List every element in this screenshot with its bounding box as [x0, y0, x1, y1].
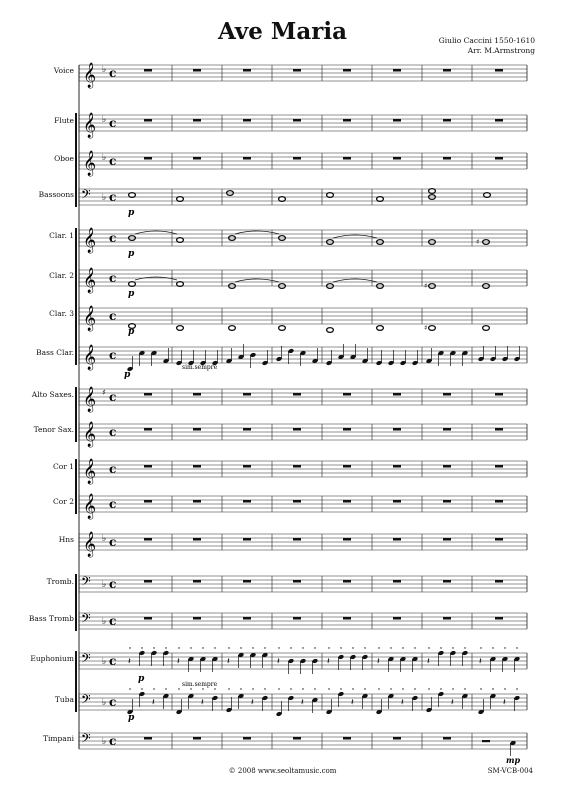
tie [235, 231, 279, 234]
instrument-label: Euphonium [30, 654, 74, 663]
staccato-dot [516, 647, 517, 648]
whole-rest [495, 465, 503, 468]
whole-rest [293, 428, 301, 431]
common-time-icon: c [109, 425, 117, 439]
bass-clef-icon: 𝄢 [81, 692, 91, 710]
composer-name: Giulio Caccini 1550-1610 [438, 36, 535, 45]
whole-note [484, 193, 491, 198]
whole-rest [343, 428, 351, 431]
whole-rest [495, 69, 503, 72]
half-rest [482, 740, 490, 742]
whole-note [279, 197, 286, 202]
whole-rest [193, 157, 201, 160]
quarter-rest-icon: 𝄽 [177, 657, 180, 667]
whole-note [429, 189, 436, 194]
common-time-icon: c [109, 348, 117, 362]
staccato-dot [278, 688, 279, 689]
whole-rest [393, 617, 401, 620]
staccato-dot [290, 647, 291, 648]
whole-rest [243, 393, 251, 396]
staccato-dot [414, 688, 415, 689]
whole-rest [495, 157, 503, 160]
whole-rest [293, 69, 301, 72]
whole-rest [293, 465, 301, 468]
whole-rest [443, 465, 451, 468]
whole-rest [343, 465, 351, 468]
whole-rest [343, 737, 351, 740]
quarter-rest-icon: 𝄽 [128, 657, 131, 667]
common-time-icon: c [109, 231, 117, 245]
common-time-icon: c [109, 390, 117, 404]
common-time-icon: c [109, 154, 117, 168]
common-time-icon: c [109, 271, 117, 285]
whole-note [177, 282, 184, 287]
whole-rest [193, 500, 201, 503]
treble-clef-icon: 𝄞 [83, 387, 97, 412]
whole-rest [243, 737, 251, 740]
whole-rest [243, 500, 251, 503]
common-time-icon: c [109, 462, 117, 476]
whole-rest [495, 617, 503, 620]
dynamic-p: p [128, 208, 135, 218]
staccato-dot [165, 647, 166, 648]
flat-icon: ♭ [102, 115, 107, 125]
common-time-icon: c [109, 116, 117, 130]
whole-rest [193, 580, 201, 583]
whole-rest [443, 69, 451, 72]
staccato-dot [252, 647, 253, 648]
whole-rest [293, 119, 301, 122]
whole-rest [443, 500, 451, 503]
whole-rest [343, 617, 351, 620]
whole-rest [193, 428, 201, 431]
whole-rest [443, 157, 451, 160]
whole-rest [495, 538, 503, 541]
whole-rest [144, 617, 152, 620]
instrument-label: Clar. 1 [49, 231, 74, 240]
whole-rest [343, 580, 351, 583]
whole-rest [393, 393, 401, 396]
staccato-dot [504, 688, 505, 689]
dynamic-mp: mp [506, 755, 521, 765]
staccato-dot [480, 647, 481, 648]
whole-note [279, 326, 286, 331]
staccato-dot [414, 647, 415, 648]
bass-clef-icon: 𝄢 [81, 651, 91, 669]
quarter-rest-icon: 𝄽 [227, 657, 230, 667]
whole-rest [144, 69, 152, 72]
whole-rest [144, 580, 152, 583]
whole-rest [193, 465, 201, 468]
tie [333, 279, 377, 282]
dynamic-p: p [124, 370, 131, 380]
instrument-label: Flute [54, 116, 74, 125]
staccato-dot [240, 688, 241, 689]
staccato-dot [264, 688, 265, 689]
staccato-dot [252, 688, 253, 689]
treble-clef-icon: 𝄞 [83, 113, 97, 138]
treble-clef-icon: 𝄞 [83, 63, 97, 88]
instrument-label: Alto Saxes. [31, 390, 74, 399]
whole-rest [443, 737, 451, 740]
whole-rest [243, 580, 251, 583]
tie [235, 279, 279, 282]
instrument-label: Hns [58, 535, 74, 544]
whole-note [377, 326, 384, 331]
whole-rest [495, 393, 503, 396]
whole-rest [144, 465, 152, 468]
whole-rest [393, 428, 401, 431]
quarter-rest-icon: 𝄽 [451, 698, 454, 708]
whole-rest [243, 119, 251, 122]
staccato-dot [390, 647, 391, 648]
staccato-dot [202, 688, 203, 689]
staccato-dot [452, 647, 453, 648]
common-time-icon: c [109, 654, 117, 668]
staccato-dot [504, 647, 505, 648]
whole-rest [443, 617, 451, 620]
treble-clef-icon: 𝄞 [83, 268, 97, 293]
whole-rest [393, 538, 401, 541]
whole-note [129, 193, 136, 198]
sharp-icon: ♯ [424, 324, 428, 332]
flat-icon: ♭ [102, 580, 107, 590]
flat-icon: ♭ [102, 65, 107, 75]
staccato-dot [214, 688, 215, 689]
treble-clef-icon: 𝄞 [83, 422, 97, 447]
whole-rest [144, 157, 152, 160]
score-title: Ave Maria [217, 18, 348, 45]
dynamic-p: p [138, 674, 145, 684]
staccato-dot [464, 688, 465, 689]
treble-clef-icon: 𝄞 [83, 345, 97, 370]
whole-rest [293, 157, 301, 160]
arranger-name: Arr. M.Armstrong [467, 46, 535, 55]
staccato-dot [328, 688, 329, 689]
whole-rest [443, 538, 451, 541]
staccato-dot [240, 647, 241, 648]
whole-rest [393, 500, 401, 503]
bass-clef-icon: 𝄢 [81, 731, 91, 749]
treble-clef-icon: 𝄞 [83, 306, 97, 331]
staccato-dot [141, 647, 142, 648]
staccato-dot [302, 647, 303, 648]
tie [333, 235, 377, 238]
staccato-dot [153, 647, 154, 648]
instrument-label: Tromb. [46, 577, 74, 586]
whole-rest [144, 737, 152, 740]
quarter-rest-icon: 𝄽 [277, 657, 280, 667]
instrument-label: Bass Clar. [36, 348, 74, 357]
quarter-rest-icon: 𝄽 [377, 657, 380, 667]
whole-rest [293, 393, 301, 396]
whole-rest [495, 119, 503, 122]
whole-rest [243, 428, 251, 431]
whole-rest [193, 737, 201, 740]
staccato-dot [328, 647, 329, 648]
common-time-icon: c [109, 497, 117, 511]
staccato-dot [428, 647, 429, 648]
whole-rest [443, 393, 451, 396]
quarter-rest-icon: 𝄽 [301, 698, 304, 708]
staccato-dot [165, 688, 166, 689]
sharp-icon: ♯ [476, 238, 480, 246]
staccato-dot [202, 647, 203, 648]
staccato-dot [364, 688, 365, 689]
quarter-rest-icon: 𝄽 [251, 698, 254, 708]
staccato-dot [190, 688, 191, 689]
whole-rest [193, 617, 201, 620]
quarter-rest-icon: 𝄽 [152, 698, 155, 708]
common-time-icon: c [109, 577, 117, 591]
whole-note [177, 326, 184, 331]
instrument-label: Timpani [42, 734, 74, 743]
treble-clef-icon: 𝄞 [83, 151, 97, 176]
common-time-icon: c [109, 190, 117, 204]
whole-rest [343, 119, 351, 122]
common-time-icon: c [109, 734, 117, 748]
treble-clef-icon: 𝄞 [83, 532, 97, 557]
whole-rest [243, 538, 251, 541]
staccato-dot [178, 688, 179, 689]
bass-clef-icon: 𝄢 [81, 611, 91, 629]
instrument-label: Clar. 3 [49, 309, 74, 318]
whole-note [483, 326, 490, 331]
staccato-dot [340, 647, 341, 648]
quarter-rest-icon: 𝄽 [327, 657, 330, 667]
staccato-dot [378, 647, 379, 648]
staccato-dot [340, 688, 341, 689]
tie [135, 277, 177, 280]
treble-clef-icon: 𝄞 [83, 459, 97, 484]
instrument-label: Tuba [54, 695, 74, 704]
whole-note [377, 197, 384, 202]
common-time-icon: c [109, 309, 117, 323]
staccato-dot [264, 647, 265, 648]
staccato-dot [278, 647, 279, 648]
instrument-label: Bassoons [38, 190, 74, 199]
quarter-rest-icon: 𝄽 [427, 657, 430, 667]
whole-rest [193, 538, 201, 541]
flat-icon: ♭ [102, 698, 107, 708]
whole-rest [144, 119, 152, 122]
common-time-icon: c [109, 614, 117, 628]
whole-note [177, 238, 184, 243]
whole-note [327, 193, 334, 198]
staccato-dot [214, 647, 215, 648]
whole-note [229, 326, 236, 331]
common-time-icon: c [109, 695, 117, 709]
instrument-label: Voice [53, 66, 74, 75]
whole-rest [393, 119, 401, 122]
flat-icon: ♭ [102, 617, 107, 627]
flat-icon: ♭ [102, 657, 107, 667]
whole-rest [343, 393, 351, 396]
staccato-dot [178, 647, 179, 648]
staccato-dot [314, 688, 315, 689]
flat-icon: ♭ [102, 534, 107, 544]
quarter-rest-icon: 𝄽 [503, 698, 506, 708]
staccato-dot [302, 688, 303, 689]
whole-rest [443, 119, 451, 122]
staccato-dot [492, 647, 493, 648]
staccato-dot [190, 647, 191, 648]
dynamic-p: p [128, 249, 135, 259]
staccato-dot [364, 647, 365, 648]
whole-note [177, 197, 184, 202]
staccato-dot [464, 647, 465, 648]
expression-sim-sempre: sim.sempre [182, 364, 218, 371]
bass-clef-icon: 𝄢 [81, 187, 91, 205]
staccato-dot [492, 688, 493, 689]
instrument-label: Bass Tromb [28, 614, 74, 623]
tie [135, 231, 177, 234]
staccato-dot [352, 647, 353, 648]
staccato-dot [402, 647, 403, 648]
instrument-label: Cor 1 [53, 462, 74, 471]
quarter-rest-icon: 𝄽 [351, 698, 354, 708]
instrument-label: Cor 2 [53, 497, 74, 506]
staccato-dot [129, 688, 130, 689]
instrument-label: Oboe [54, 154, 74, 163]
whole-rest [193, 393, 201, 396]
flat-icon: ♭ [102, 153, 107, 163]
instrument-label: Clar. 2 [49, 271, 74, 280]
whole-note [327, 328, 334, 333]
staccato-dot [228, 688, 229, 689]
quarter-rest-icon: 𝄽 [401, 698, 404, 708]
sharp-icon: ♯ [102, 388, 106, 397]
staccato-dot [390, 688, 391, 689]
staccato-dot [402, 688, 403, 689]
staccato-dot [440, 647, 441, 648]
sharp-icon: ♯ [424, 282, 428, 290]
bass-clef-icon: 𝄢 [81, 574, 91, 592]
whole-rest [343, 538, 351, 541]
whole-rest [495, 500, 503, 503]
whole-rest [393, 580, 401, 583]
footer-copyright: © 2008 www.seoltamusic.com [228, 767, 337, 775]
staccato-dot [352, 688, 353, 689]
whole-rest [393, 737, 401, 740]
dynamic-p: p [128, 713, 135, 723]
whole-rest [343, 157, 351, 160]
whole-rest [293, 500, 301, 503]
flat-icon: ♭ [102, 193, 107, 203]
whole-note [129, 282, 136, 287]
whole-rest [243, 617, 251, 620]
staccato-dot [129, 647, 130, 648]
whole-rest [144, 500, 152, 503]
dynamic-p: p [128, 289, 135, 299]
whole-rest [144, 393, 152, 396]
whole-rest [343, 500, 351, 503]
staccato-dot [141, 688, 142, 689]
whole-rest [443, 428, 451, 431]
staccato-dot [428, 688, 429, 689]
quarter-rest-icon: 𝄽 [479, 657, 482, 667]
whole-rest [144, 538, 152, 541]
whole-rest [393, 69, 401, 72]
whole-rest [343, 69, 351, 72]
staccato-dot [290, 688, 291, 689]
instrument-label: Tenor Sax. [33, 425, 74, 434]
whole-rest [144, 428, 152, 431]
flat-icon: ♭ [102, 737, 107, 747]
common-time-icon: c [109, 66, 117, 80]
whole-rest [193, 119, 201, 122]
expression-sim-sempre: sim.sempre [182, 681, 218, 688]
whole-rest [393, 157, 401, 160]
whole-rest [293, 538, 301, 541]
treble-clef-icon: 𝄞 [83, 228, 97, 253]
whole-rest [193, 69, 201, 72]
whole-rest [243, 157, 251, 160]
whole-rest [243, 465, 251, 468]
treble-clef-icon: 𝄞 [83, 494, 97, 519]
whole-note [429, 326, 436, 331]
staccato-dot [480, 688, 481, 689]
footer-catalog: SM-VCB-004 [487, 767, 533, 775]
staccato-dot [153, 688, 154, 689]
staccato-dot [516, 688, 517, 689]
staccato-dot [452, 688, 453, 689]
staccato-dot [314, 647, 315, 648]
whole-rest [443, 580, 451, 583]
whole-rest [393, 465, 401, 468]
whole-rest [293, 580, 301, 583]
dynamic-p: p [128, 327, 135, 337]
whole-rest [293, 617, 301, 620]
common-time-icon: c [109, 535, 117, 549]
whole-rest [243, 69, 251, 72]
staccato-dot [378, 688, 379, 689]
whole-rest [495, 428, 503, 431]
whole-rest [293, 737, 301, 740]
quarter-rest-icon: 𝄽 [201, 698, 204, 708]
whole-rest [495, 580, 503, 583]
staccato-dot [440, 688, 441, 689]
staccato-dot [228, 647, 229, 648]
